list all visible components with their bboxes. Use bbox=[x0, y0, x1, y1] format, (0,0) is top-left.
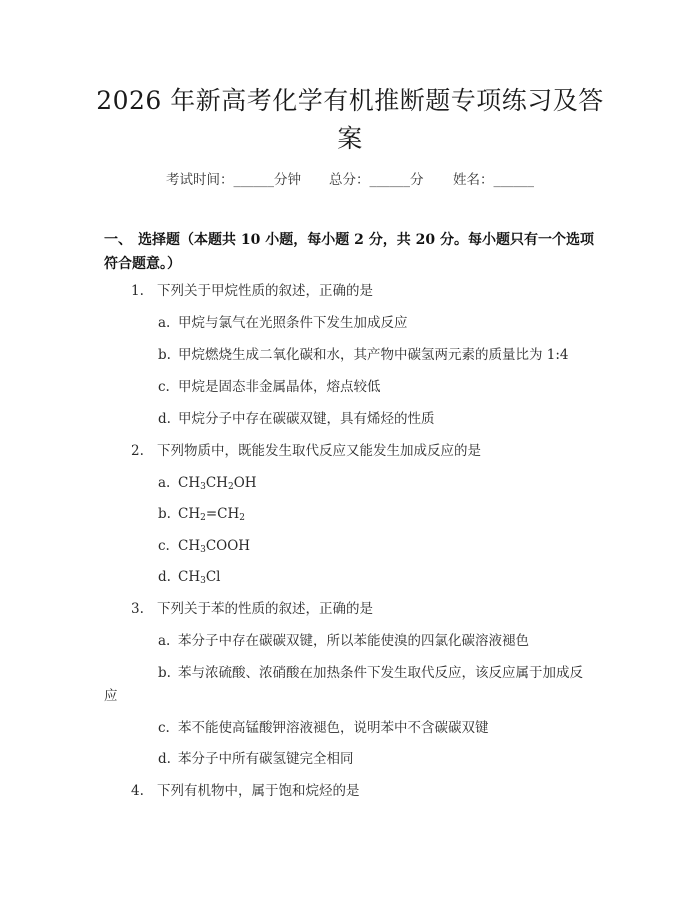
question-number: 2. bbox=[131, 443, 144, 459]
question-4 bbox=[131, 781, 360, 801]
section-instructions: 选择题（本题共 10 小题，每小题 2 分，共 20 分。每小题只有一个选项符合题意。） bbox=[104, 232, 594, 272]
formula-subscript: 3 bbox=[200, 576, 206, 586]
option-1b bbox=[158, 345, 569, 365]
question-3 bbox=[131, 599, 373, 619]
option-3b bbox=[158, 663, 583, 683]
option-2d bbox=[158, 567, 221, 587]
formula-part: =CH bbox=[205, 506, 240, 522]
option-letter: b. bbox=[158, 665, 171, 681]
option-letter: a. bbox=[158, 475, 171, 491]
question-stem: 下列有机物中，属于饱和烷烃的是 bbox=[157, 783, 360, 799]
question-1 bbox=[131, 281, 373, 301]
option-3d bbox=[158, 749, 354, 769]
option-letter: b. bbox=[158, 347, 171, 363]
option-1c bbox=[158, 377, 381, 397]
option-3a bbox=[158, 631, 529, 651]
option-letter: a. bbox=[158, 633, 171, 649]
option-1a bbox=[158, 313, 408, 333]
option-text: 苯分子中存在碳碳双键，所以苯能使溴的四氯化碳溶液褪色 bbox=[178, 633, 529, 649]
option-3b-continuation: 应 bbox=[104, 688, 118, 704]
formula-part: CH bbox=[178, 475, 201, 491]
title-line-2: 案 bbox=[337, 124, 363, 153]
section-number: 一、 bbox=[104, 232, 132, 248]
formula-part: CH bbox=[178, 506, 201, 522]
option-letter: d. bbox=[158, 569, 171, 585]
formula-part: CH bbox=[205, 475, 228, 491]
question-number: 3. bbox=[131, 601, 144, 617]
option-text: 甲烷与氯气在光照条件下发生加成反应 bbox=[178, 315, 408, 331]
option-text: 甲烷分子中存在碳碳双键，具有烯烃的性质 bbox=[178, 411, 435, 427]
formula-part: OH bbox=[233, 475, 257, 491]
formula-subscript: 2 bbox=[200, 513, 206, 523]
page-title bbox=[60, 82, 640, 158]
option-2b bbox=[158, 504, 245, 524]
option-text: 苯与浓硫酸、浓硝酸在加热条件下发生取代反应，该反应属于加成反 bbox=[178, 665, 583, 681]
total-score-field: 总分：______分 bbox=[329, 172, 424, 188]
option-2a bbox=[158, 473, 257, 493]
student-name-field: 姓名：______ bbox=[453, 172, 534, 188]
option-letter: d. bbox=[158, 411, 171, 427]
formula-part: CH bbox=[178, 569, 201, 585]
section-heading bbox=[104, 228, 604, 276]
formula-subscript: 2 bbox=[239, 513, 245, 523]
option-letter: c. bbox=[158, 538, 170, 554]
exam-time-field: 考试时间：______分钟 bbox=[166, 172, 301, 188]
question-stem: 下列关于苯的性质的叙述，正确的是 bbox=[157, 601, 373, 617]
option-text: 甲烷燃烧生成二氧化碳和水，其产物中碳氢两元素的质量比为 1:4 bbox=[178, 347, 569, 363]
option-3c bbox=[158, 718, 489, 738]
formula-part: COOH bbox=[205, 538, 251, 554]
option-1d bbox=[158, 409, 435, 429]
option-text: 甲烷是固态非金属晶体，熔点较低 bbox=[178, 379, 381, 395]
question-2 bbox=[131, 441, 481, 461]
formula-part: CH bbox=[178, 538, 201, 554]
option-2c bbox=[158, 536, 250, 556]
option-letter: b. bbox=[158, 506, 171, 522]
question-number: 1. bbox=[131, 283, 144, 299]
option-text: 苯不能使高锰酸钾溶液褪色，说明苯中不含碳碳双键 bbox=[178, 720, 489, 736]
question-stem: 下列物质中，既能发生取代反应又能发生加成反应的是 bbox=[157, 443, 481, 459]
formula-subscript: 3 bbox=[200, 482, 206, 492]
option-letter: c. bbox=[158, 379, 170, 395]
option-letter: d. bbox=[158, 751, 171, 767]
formula-subscript: 2 bbox=[227, 482, 234, 492]
option-text: 苯分子中所有碳氢键完全相同 bbox=[178, 751, 354, 767]
question-number: 4. bbox=[131, 783, 144, 799]
question-stem: 下列关于甲烷性质的叙述，正确的是 bbox=[157, 283, 373, 299]
option-letter: c. bbox=[158, 720, 170, 736]
option-letter: a. bbox=[158, 315, 171, 331]
formula-part: Cl bbox=[205, 569, 221, 585]
formula-subscript: 3 bbox=[200, 545, 206, 555]
title-line-1: 2026 年新高考化学有机推断题专项练习及答 bbox=[96, 86, 604, 115]
